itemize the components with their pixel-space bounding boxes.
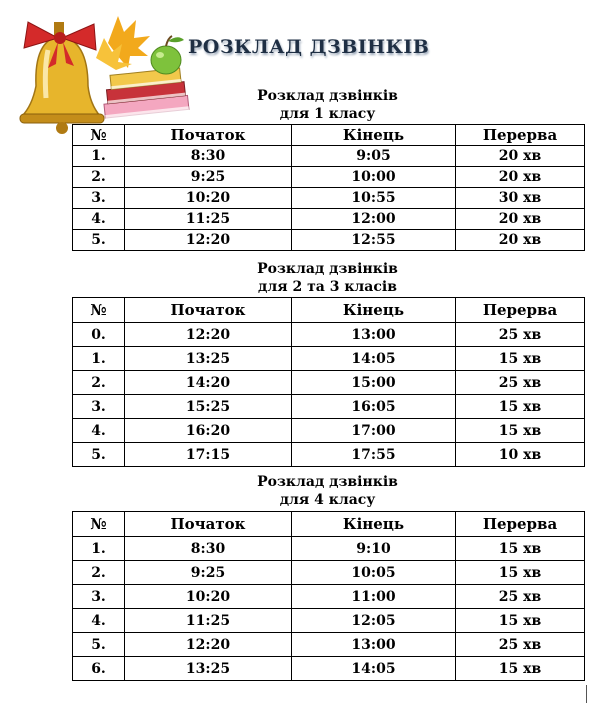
table-row — [73, 371, 585, 395]
header-end: Кінець — [292, 512, 456, 537]
cell-break: 15 хв — [456, 419, 585, 443]
table-row — [73, 657, 585, 681]
cell-break: 15 хв — [456, 609, 585, 633]
cell-num: 3. — [73, 395, 125, 419]
header-num: № — [73, 125, 125, 146]
header-start: Початок — [125, 512, 292, 537]
cell-end: 9:05 — [292, 146, 456, 167]
cell-break: 10 хв — [456, 443, 585, 467]
cell-num: 4. — [73, 609, 125, 633]
table-header-row — [73, 125, 585, 146]
cell-end: 14:05 — [292, 657, 456, 681]
cell-start: 13:25 — [125, 347, 292, 371]
table-row — [73, 188, 585, 209]
schedule-table-grades-2-3 — [72, 297, 585, 467]
cell-break: 25 хв — [456, 323, 585, 347]
schedule-caption-grade-1 — [70, 87, 585, 123]
cell-end: 12:55 — [292, 230, 456, 251]
cell-end: 10:55 — [292, 188, 456, 209]
schedule-table-grade-1 — [72, 124, 585, 251]
cell-break: 30 хв — [456, 188, 585, 209]
cell-end: 13:00 — [292, 633, 456, 657]
table-row — [73, 230, 585, 251]
cell-start: 16:20 — [125, 419, 292, 443]
cell-num: 4. — [73, 209, 125, 230]
cell-end: 9:10 — [292, 537, 456, 561]
cell-end: 17:55 — [292, 443, 456, 467]
cell-num: 2. — [73, 371, 125, 395]
cell-end: 14:05 — [292, 347, 456, 371]
cell-break: 20 хв — [456, 167, 585, 188]
cell-num: 3. — [73, 585, 125, 609]
table-row — [73, 633, 585, 657]
header-break: Перерва — [456, 298, 585, 323]
cell-start: 12:20 — [125, 633, 292, 657]
cell-break: 25 хв — [456, 633, 585, 657]
cell-end: 12:05 — [292, 609, 456, 633]
cell-num: 1. — [73, 347, 125, 371]
cell-end: 15:00 — [292, 371, 456, 395]
cell-start: 9:25 — [125, 167, 292, 188]
caption-line-1: Розклад дзвінків — [257, 261, 398, 277]
cell-num: 3. — [73, 188, 125, 209]
page-title: РОЗКЛАД ДЗВІНКІВ — [188, 36, 430, 58]
header-start: Початок — [125, 125, 292, 146]
cell-end: 17:00 — [292, 419, 456, 443]
text-cursor — [586, 685, 587, 703]
table-row — [73, 561, 585, 585]
cell-start: 15:25 — [125, 395, 292, 419]
cell-break: 15 хв — [456, 347, 585, 371]
header-end: Кінець — [292, 125, 456, 146]
table-row — [73, 146, 585, 167]
table-row — [73, 419, 585, 443]
schedule-caption-grade-4 — [70, 473, 585, 509]
cell-start: 8:30 — [125, 146, 292, 167]
cell-end: 12:00 — [292, 209, 456, 230]
cell-end: 10:05 — [292, 561, 456, 585]
table-row — [73, 609, 585, 633]
table-row — [73, 209, 585, 230]
cell-num: 5. — [73, 633, 125, 657]
cell-start: 8:30 — [125, 537, 292, 561]
caption-line-2: для 2 та 3 класів — [258, 279, 397, 295]
table-row — [73, 537, 585, 561]
cell-start: 10:20 — [125, 585, 292, 609]
cell-num: 2. — [73, 167, 125, 188]
caption-line-1: Розклад дзвінків — [257, 88, 398, 104]
cell-break: 15 хв — [456, 561, 585, 585]
table-row — [73, 395, 585, 419]
cell-break: 20 хв — [456, 209, 585, 230]
table-row — [73, 323, 585, 347]
cell-break: 25 хв — [456, 585, 585, 609]
cell-end: 11:00 — [292, 585, 456, 609]
cell-num: 2. — [73, 561, 125, 585]
cell-start: 11:25 — [125, 209, 292, 230]
table-header-row — [73, 512, 585, 537]
cell-num: 4. — [73, 419, 125, 443]
cell-num: 5. — [73, 443, 125, 467]
cell-end: 10:00 — [292, 167, 456, 188]
cell-start: 10:20 — [125, 188, 292, 209]
cell-start: 9:25 — [125, 561, 292, 585]
cell-num: 1. — [73, 537, 125, 561]
cell-num: 6. — [73, 657, 125, 681]
header-num: № — [73, 298, 125, 323]
cell-break: 25 хв — [456, 371, 585, 395]
header-break: Перерва — [456, 125, 585, 146]
cell-end: 16:05 — [292, 395, 456, 419]
header-start: Початок — [125, 298, 292, 323]
cell-num: 1. — [73, 146, 125, 167]
cell-break: 15 хв — [456, 395, 585, 419]
cell-break: 20 хв — [456, 146, 585, 167]
schedule-caption-grades-2-3 — [70, 260, 585, 296]
table-row — [73, 443, 585, 467]
cell-start: 13:25 — [125, 657, 292, 681]
cell-break: 15 хв — [456, 537, 585, 561]
cell-num: 0. — [73, 323, 125, 347]
table-row — [73, 167, 585, 188]
caption-line-1: Розклад дзвінків — [257, 474, 398, 490]
cell-break: 20 хв — [456, 230, 585, 251]
caption-line-2: для 1 класу — [279, 106, 376, 122]
header-num: № — [73, 512, 125, 537]
cell-start: 12:20 — [125, 230, 292, 251]
cell-start: 11:25 — [125, 609, 292, 633]
cell-break: 15 хв — [456, 657, 585, 681]
table-row — [73, 347, 585, 371]
table-row — [73, 585, 585, 609]
cell-start: 12:20 — [125, 323, 292, 347]
table-header-row — [73, 298, 585, 323]
schedule-table-grade-4 — [72, 511, 585, 681]
cell-num: 5. — [73, 230, 125, 251]
cell-start: 14:20 — [125, 371, 292, 395]
header-end: Кінець — [292, 298, 456, 323]
cell-start: 17:15 — [125, 443, 292, 467]
cell-end: 13:00 — [292, 323, 456, 347]
caption-line-2: для 4 класу — [279, 492, 376, 508]
header-break: Перерва — [456, 512, 585, 537]
